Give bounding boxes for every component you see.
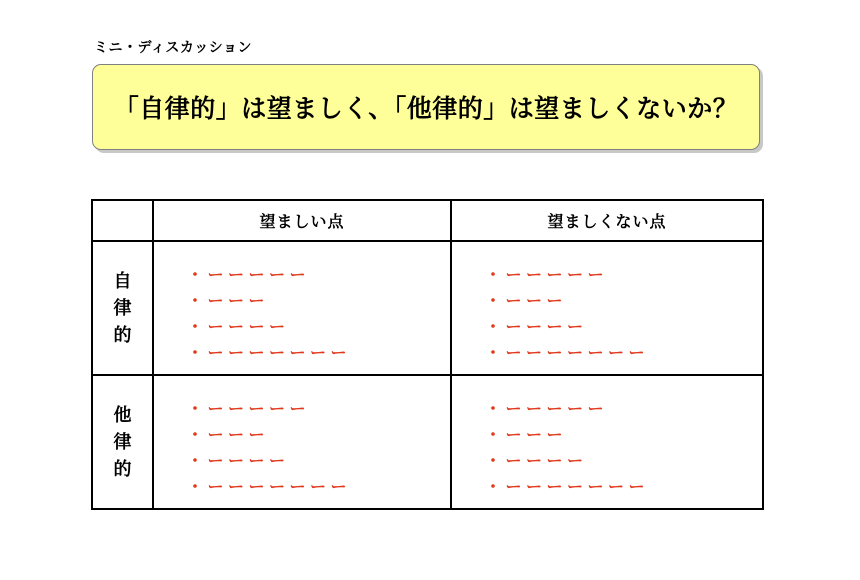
row-header-autonomous [92,241,153,375]
list-item [187,396,351,422]
list-item [187,474,351,500]
table-row-autonomous [92,241,763,375]
placeholder-line: ・ーーーーー [485,399,609,418]
list-item [485,422,649,448]
placeholder-line: ・ーーー [485,291,568,310]
cell-autonomous-desirable [153,241,451,375]
list-item [187,314,351,340]
list-item [485,474,649,500]
placeholder-line: ・ーーー [187,425,270,444]
list-item [485,448,649,474]
placeholder-line: ・ーーーー [485,317,588,336]
placeholder-line: ・ーーーーーーー [187,477,352,496]
slide-subtitle: ミニ・ディスカッション [94,40,252,56]
table-corner-cell [92,200,153,241]
table-header-row [92,200,763,241]
cell-autonomous-undesirable [451,241,763,375]
placeholder-line: ・ーーーー [485,451,588,470]
title-box [92,64,760,150]
column-header-desirable: 望ましい点 [153,200,451,241]
placeholder-line: ・ーーーー [187,317,290,336]
column-header-undesirable: 望ましくない点 [451,200,763,241]
discussion-table [91,199,764,510]
cell-heteronomous-desirable [153,375,451,509]
list-item [485,314,649,340]
placeholder-line: ・ーーーーーーー [187,343,352,362]
row-label: 自律的 [113,270,132,346]
list-item [485,340,649,366]
list-item [187,262,351,288]
placeholder-line: ・ーーーーー [485,265,609,284]
list-item [485,396,649,422]
list-item [485,262,649,288]
placeholder-line: ・ーーーーー [187,399,311,418]
list-item [485,288,649,314]
list-item [187,340,351,366]
placeholder-line: ・ーーーーー [187,265,311,284]
table-row-heteronomous [92,375,763,509]
placeholder-line: ・ーーーー [187,451,290,470]
list-item [187,422,351,448]
placeholder-line: ・ーーーーーーー [485,343,650,362]
row-label: 他律的 [113,404,132,480]
placeholder-line: ・ーーー [485,425,568,444]
slide-title: 「自律的」は望ましく、「他律的」は望ましくないか？ [113,94,739,123]
placeholder-line: ・ーーーーーーー [485,477,650,496]
list-item [187,448,351,474]
cell-heteronomous-undesirable [451,375,763,509]
row-header-heteronomous [92,375,153,509]
list-item [187,288,351,314]
placeholder-line: ・ーーー [187,291,270,310]
